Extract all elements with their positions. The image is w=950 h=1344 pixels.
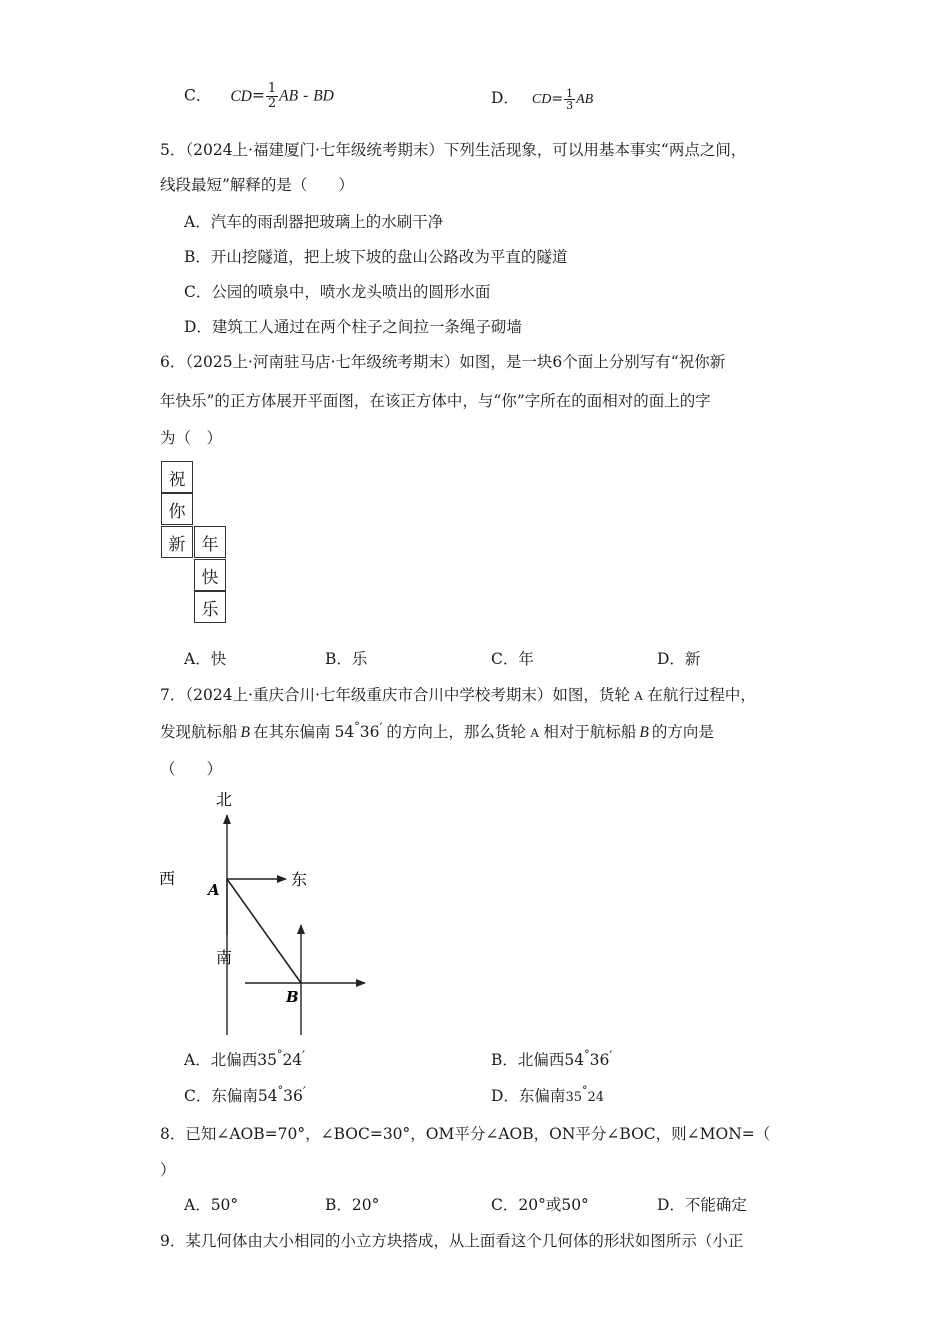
q6-stem-line2: 年快乐”的正方体展开平面图，在该正方体中，与“你”字所在的面相对的面上的字 — [160, 392, 711, 410]
label-north: 北 — [216, 790, 233, 809]
q8-option-b: B．20° — [325, 1196, 380, 1214]
q7-option-a: A．北偏西35°24′ — [184, 1048, 306, 1069]
q7-option-a-deg: 35 — [257, 1051, 277, 1069]
q7-stem-line2 — [160, 720, 714, 742]
q8-option-d: D．不能确定 — [657, 1196, 747, 1214]
q7-point-a-ref: A — [633, 688, 644, 703]
q4-option-c-lhs: CD — [230, 87, 252, 105]
q7-option-b-deg: 54 — [564, 1051, 585, 1069]
label-south: 南 — [216, 948, 233, 967]
q7-option-a-label: A．北偏西 — [184, 1051, 258, 1069]
q6-option-c: C．年 — [491, 650, 534, 668]
q7-option-b-label: B．北偏西 — [491, 1051, 565, 1069]
q7-option-c: C．东偏南54°36′ — [184, 1084, 306, 1105]
q4-option-d-den: 3 — [566, 98, 574, 112]
net-face-le: 乐 — [194, 591, 226, 623]
q4-option-c-ab: AB — [279, 87, 299, 105]
q6-option-a: A．快 — [184, 650, 227, 668]
q7-point-b-ref-2: B — [639, 724, 649, 741]
q7-stem-line3: （ ） — [160, 760, 223, 778]
q8-stem-line2: ） — [160, 1161, 176, 1179]
q7-stem-line1 — [160, 683, 756, 705]
q7-option-d-deg: 35 — [565, 1090, 582, 1105]
q7-option-b-min: 36 — [589, 1051, 610, 1069]
label-east: 东 — [291, 870, 308, 889]
q5-option-a: A．汽车的雨刮器把玻璃上的水刷干净 — [184, 213, 444, 231]
q4-option-d — [491, 86, 593, 111]
q7-stem-angle-deg: 54 — [334, 723, 355, 741]
q4-option-d-ab: AB — [576, 92, 594, 107]
q7-option-d: D．东偏南35°24 — [491, 1084, 605, 1105]
q7-stem-angle-min: 36 — [359, 723, 380, 741]
q6-option-b: B．乐 — [325, 650, 368, 668]
q8-option-a: A．50° — [184, 1196, 239, 1214]
q7-stem-line2-text-d: 相对于航标船 — [543, 723, 637, 741]
q4-option-d-fraction — [564, 88, 575, 111]
q7-option-a-min: 24 — [282, 1051, 303, 1069]
q9-stem-line1: 9．某几何体由大小相同的小立方块搭成，从上面看这个几何体的形状如图所示（小正 — [160, 1232, 744, 1250]
net-face-xin: 新 — [161, 526, 193, 558]
q4-option-d-eq: = — [551, 91, 564, 107]
q7-stem-line1-text-a: 7．（2024上·重庆合川·七年级重庆市合川中学校考期末）如图，货轮 — [160, 686, 630, 704]
label-point-b: B — [286, 988, 299, 1006]
q7-point-a-ref-2: A — [529, 725, 540, 740]
q6-stem-line1: 6．（2025上·河南驻马店·七年级统考期末）如图，是一块6个面上分别写有“祝你新 — [160, 353, 726, 371]
q5-stem-line1: 5．（2024上·福建厦门·七年级统考期末）下列生活现象，可以用基本事实“两点之间， — [160, 141, 747, 159]
label-west: 西 — [159, 869, 176, 888]
q4-option-c-den: 2 — [267, 96, 277, 111]
q7-stem-line2-text-c: 的方向上，那么货轮 — [386, 723, 526, 741]
q7-stem-line2-text-e: 的方向是 — [651, 723, 714, 741]
net-face-ni: 你 — [161, 493, 193, 525]
q4-option-c-fraction — [266, 82, 278, 111]
q4-option-d-lhs: CD — [531, 92, 552, 107]
label-point-a: A — [208, 881, 220, 899]
q4-option-c-bd: BD — [313, 87, 334, 105]
q7-option-b: B．北偏西54°36′ — [491, 1048, 613, 1069]
q6-option-d: D．新 — [657, 650, 701, 668]
q7-point-b-ref: B — [240, 724, 250, 741]
compass-figure — [150, 785, 390, 1045]
net-face-nian: 年 — [194, 526, 226, 558]
q5-stem-line2: 线段最短”解释的是（ ） — [160, 176, 354, 194]
q5-option-d: D．建筑工人通过在两个柱子之间拉一条绳子砌墙 — [184, 318, 522, 336]
q7-option-d-label: D．东偏南 — [491, 1087, 566, 1105]
net-face-zhu: 祝 — [161, 461, 193, 493]
net-face-kuai: 快 — [194, 559, 226, 591]
q4-option-c-minus: - — [303, 86, 309, 105]
q4-option-c-eq: = — [251, 86, 265, 105]
q8-option-c: C．20°或50° — [491, 1196, 589, 1214]
q7-option-c-min: 36 — [283, 1087, 303, 1105]
q5-option-b: B．开山挖隧道，把上坡下坡的盘山公路改为平直的隧道 — [184, 248, 568, 266]
q7-stem-line2-text-b: 在其东偏南 — [252, 723, 331, 741]
q4-option-d-label: D． — [491, 89, 519, 107]
q7-stem-angle: 54°36′ — [334, 720, 383, 741]
q4-option-c-num: 1 — [267, 81, 277, 96]
q5-option-c: C．公园的喷泉中，喷水龙头喷出的圆形水面 — [184, 283, 491, 301]
q7-option-d-min: 24 — [587, 1090, 605, 1105]
q4-option-c-label: C． — [184, 86, 212, 105]
q7-option-c-label: C．东偏南 — [184, 1087, 258, 1105]
q8-stem-line1: 8．已知∠AOB=70°，∠BOC=30°，OM平分∠AOB，ON平分∠BOC，则∠MON=（ — [160, 1125, 771, 1143]
q7-stem-line1-text-b: 在航行过程中， — [647, 686, 756, 704]
q6-stem-line3: 为（ ） — [160, 429, 223, 447]
q7-stem-line2-text-a: 发现航标船 — [160, 723, 238, 741]
q7-option-c-deg: 54 — [257, 1087, 278, 1105]
q4-option-c — [184, 82, 334, 111]
q4-option-d-num: 1 — [566, 86, 574, 100]
segment-ab — [227, 879, 301, 983]
